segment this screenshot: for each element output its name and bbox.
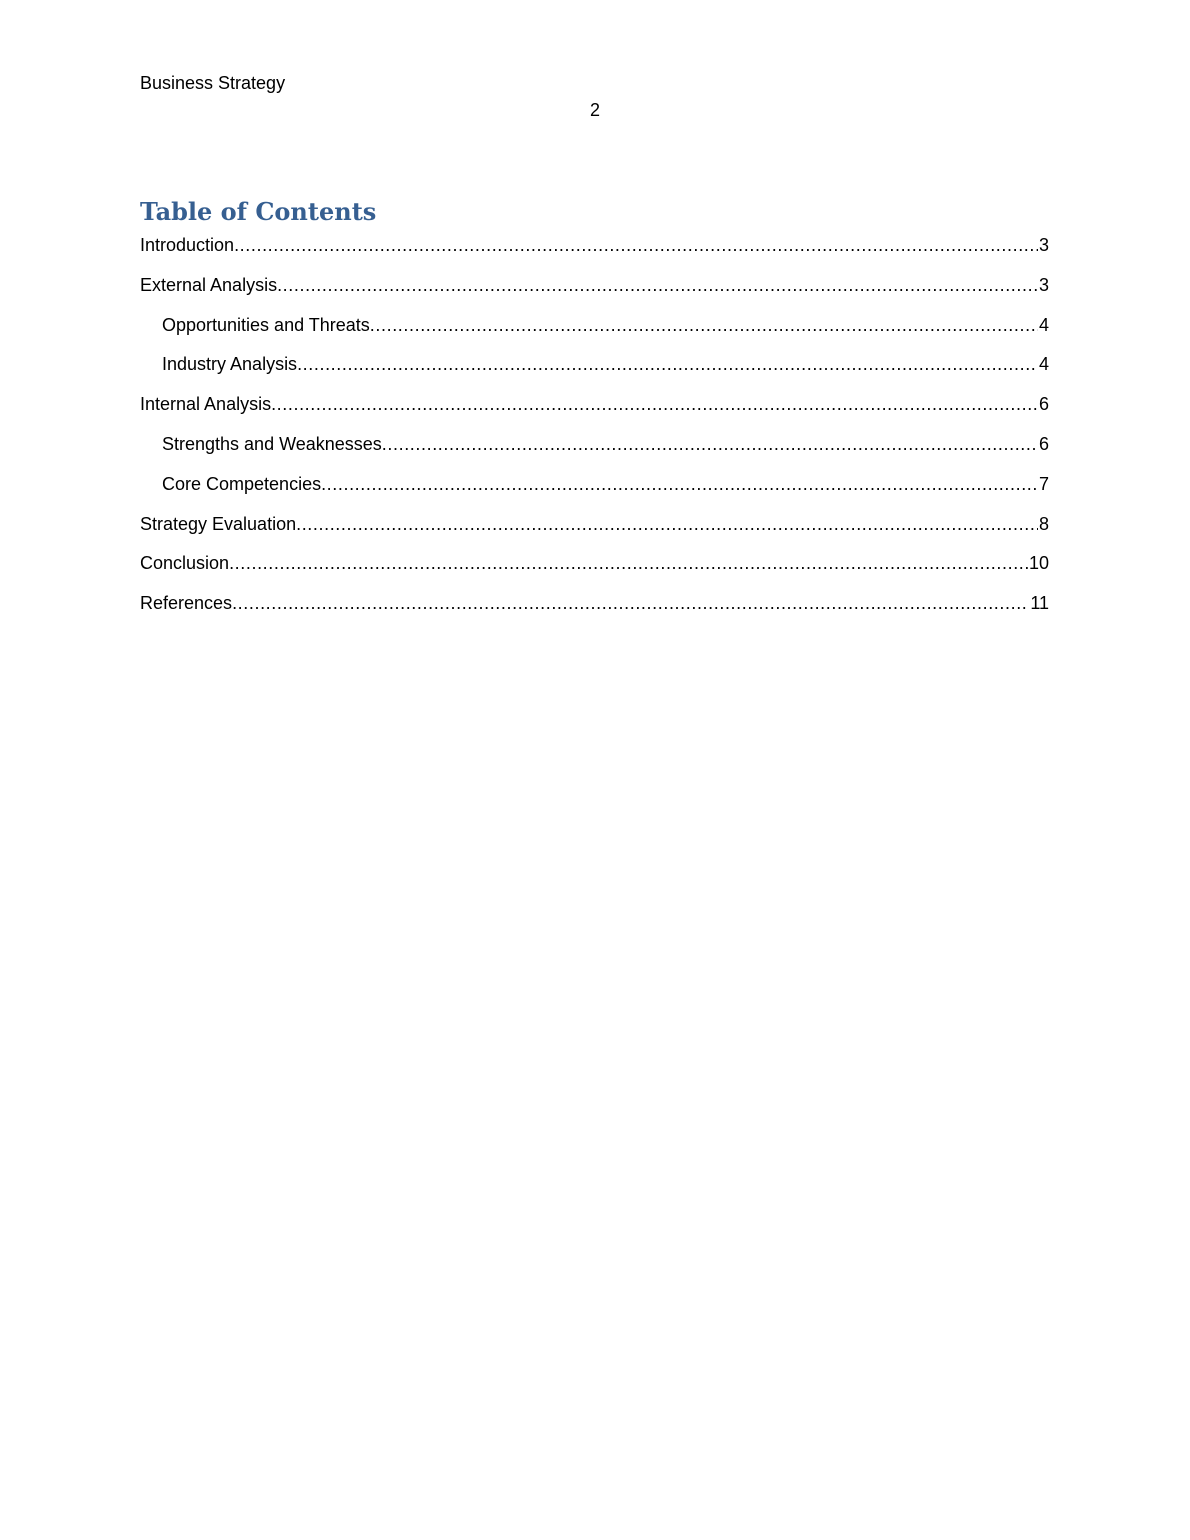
toc-entry-label: Opportunities and Threats (162, 314, 370, 335)
toc-entry-page: 6 (1038, 394, 1049, 415)
toc-entry-label: Industry Analysis (162, 354, 298, 375)
toc-entry-page: 3 (1038, 274, 1049, 295)
toc-entry-label: Strengths and Weaknesses (162, 433, 382, 454)
toc-entry-page: 6 (1038, 433, 1049, 454)
toc-entry-page: 10 (1028, 553, 1049, 574)
toc-entry-page: 4 (1038, 314, 1049, 335)
toc-entry-label: Internal Analysis (140, 394, 272, 415)
toc-entry-label: Conclusion (140, 553, 230, 574)
running-header: Business Strategy (140, 73, 286, 93)
dot-leader (277, 273, 1038, 297)
toc-entry-external-analysis[interactable] (140, 273, 1049, 313)
dot-leader (297, 352, 1038, 376)
dot-leader (232, 591, 1029, 615)
dot-leader (271, 392, 1038, 416)
dot-leader (234, 233, 1038, 257)
table-of-contents (140, 233, 1049, 631)
toc-entry-references[interactable] (140, 591, 1049, 631)
toc-entry-core-competencies[interactable] (140, 472, 1049, 512)
toc-entry-internal-analysis[interactable] (140, 392, 1049, 432)
toc-entry-label: References (140, 593, 233, 614)
dot-leader (370, 313, 1038, 337)
toc-entry-page: 7 (1038, 473, 1049, 494)
toc-heading: Table of Contents (140, 197, 377, 226)
toc-entry-label: External Analysis (140, 274, 278, 295)
toc-entry-label: Strategy Evaluation (140, 513, 297, 534)
toc-entry-page: 3 (1038, 235, 1049, 255)
toc-entry-label: Core Competencies (162, 473, 322, 494)
toc-entry-page: 11 (1030, 593, 1049, 614)
dot-leader (382, 432, 1038, 456)
toc-entry-strategy-evaluation[interactable] (140, 512, 1049, 552)
toc-entry-page: 4 (1038, 354, 1049, 375)
toc-entry-page: 8 (1038, 513, 1049, 534)
toc-entry-opportunities-and-threats[interactable] (140, 313, 1049, 353)
toc-entry-introduction[interactable] (140, 233, 1049, 273)
toc-entry-conclusion[interactable] (140, 551, 1049, 591)
toc-entry-label: Introduction (140, 235, 235, 255)
dot-leader (321, 472, 1038, 496)
toc-entry-strengths-and-weaknesses[interactable] (140, 432, 1049, 472)
dot-leader (229, 551, 1028, 575)
page-number: 2 (589, 100, 600, 120)
toc-entry-industry-analysis[interactable] (140, 352, 1049, 392)
dot-leader (296, 512, 1038, 536)
